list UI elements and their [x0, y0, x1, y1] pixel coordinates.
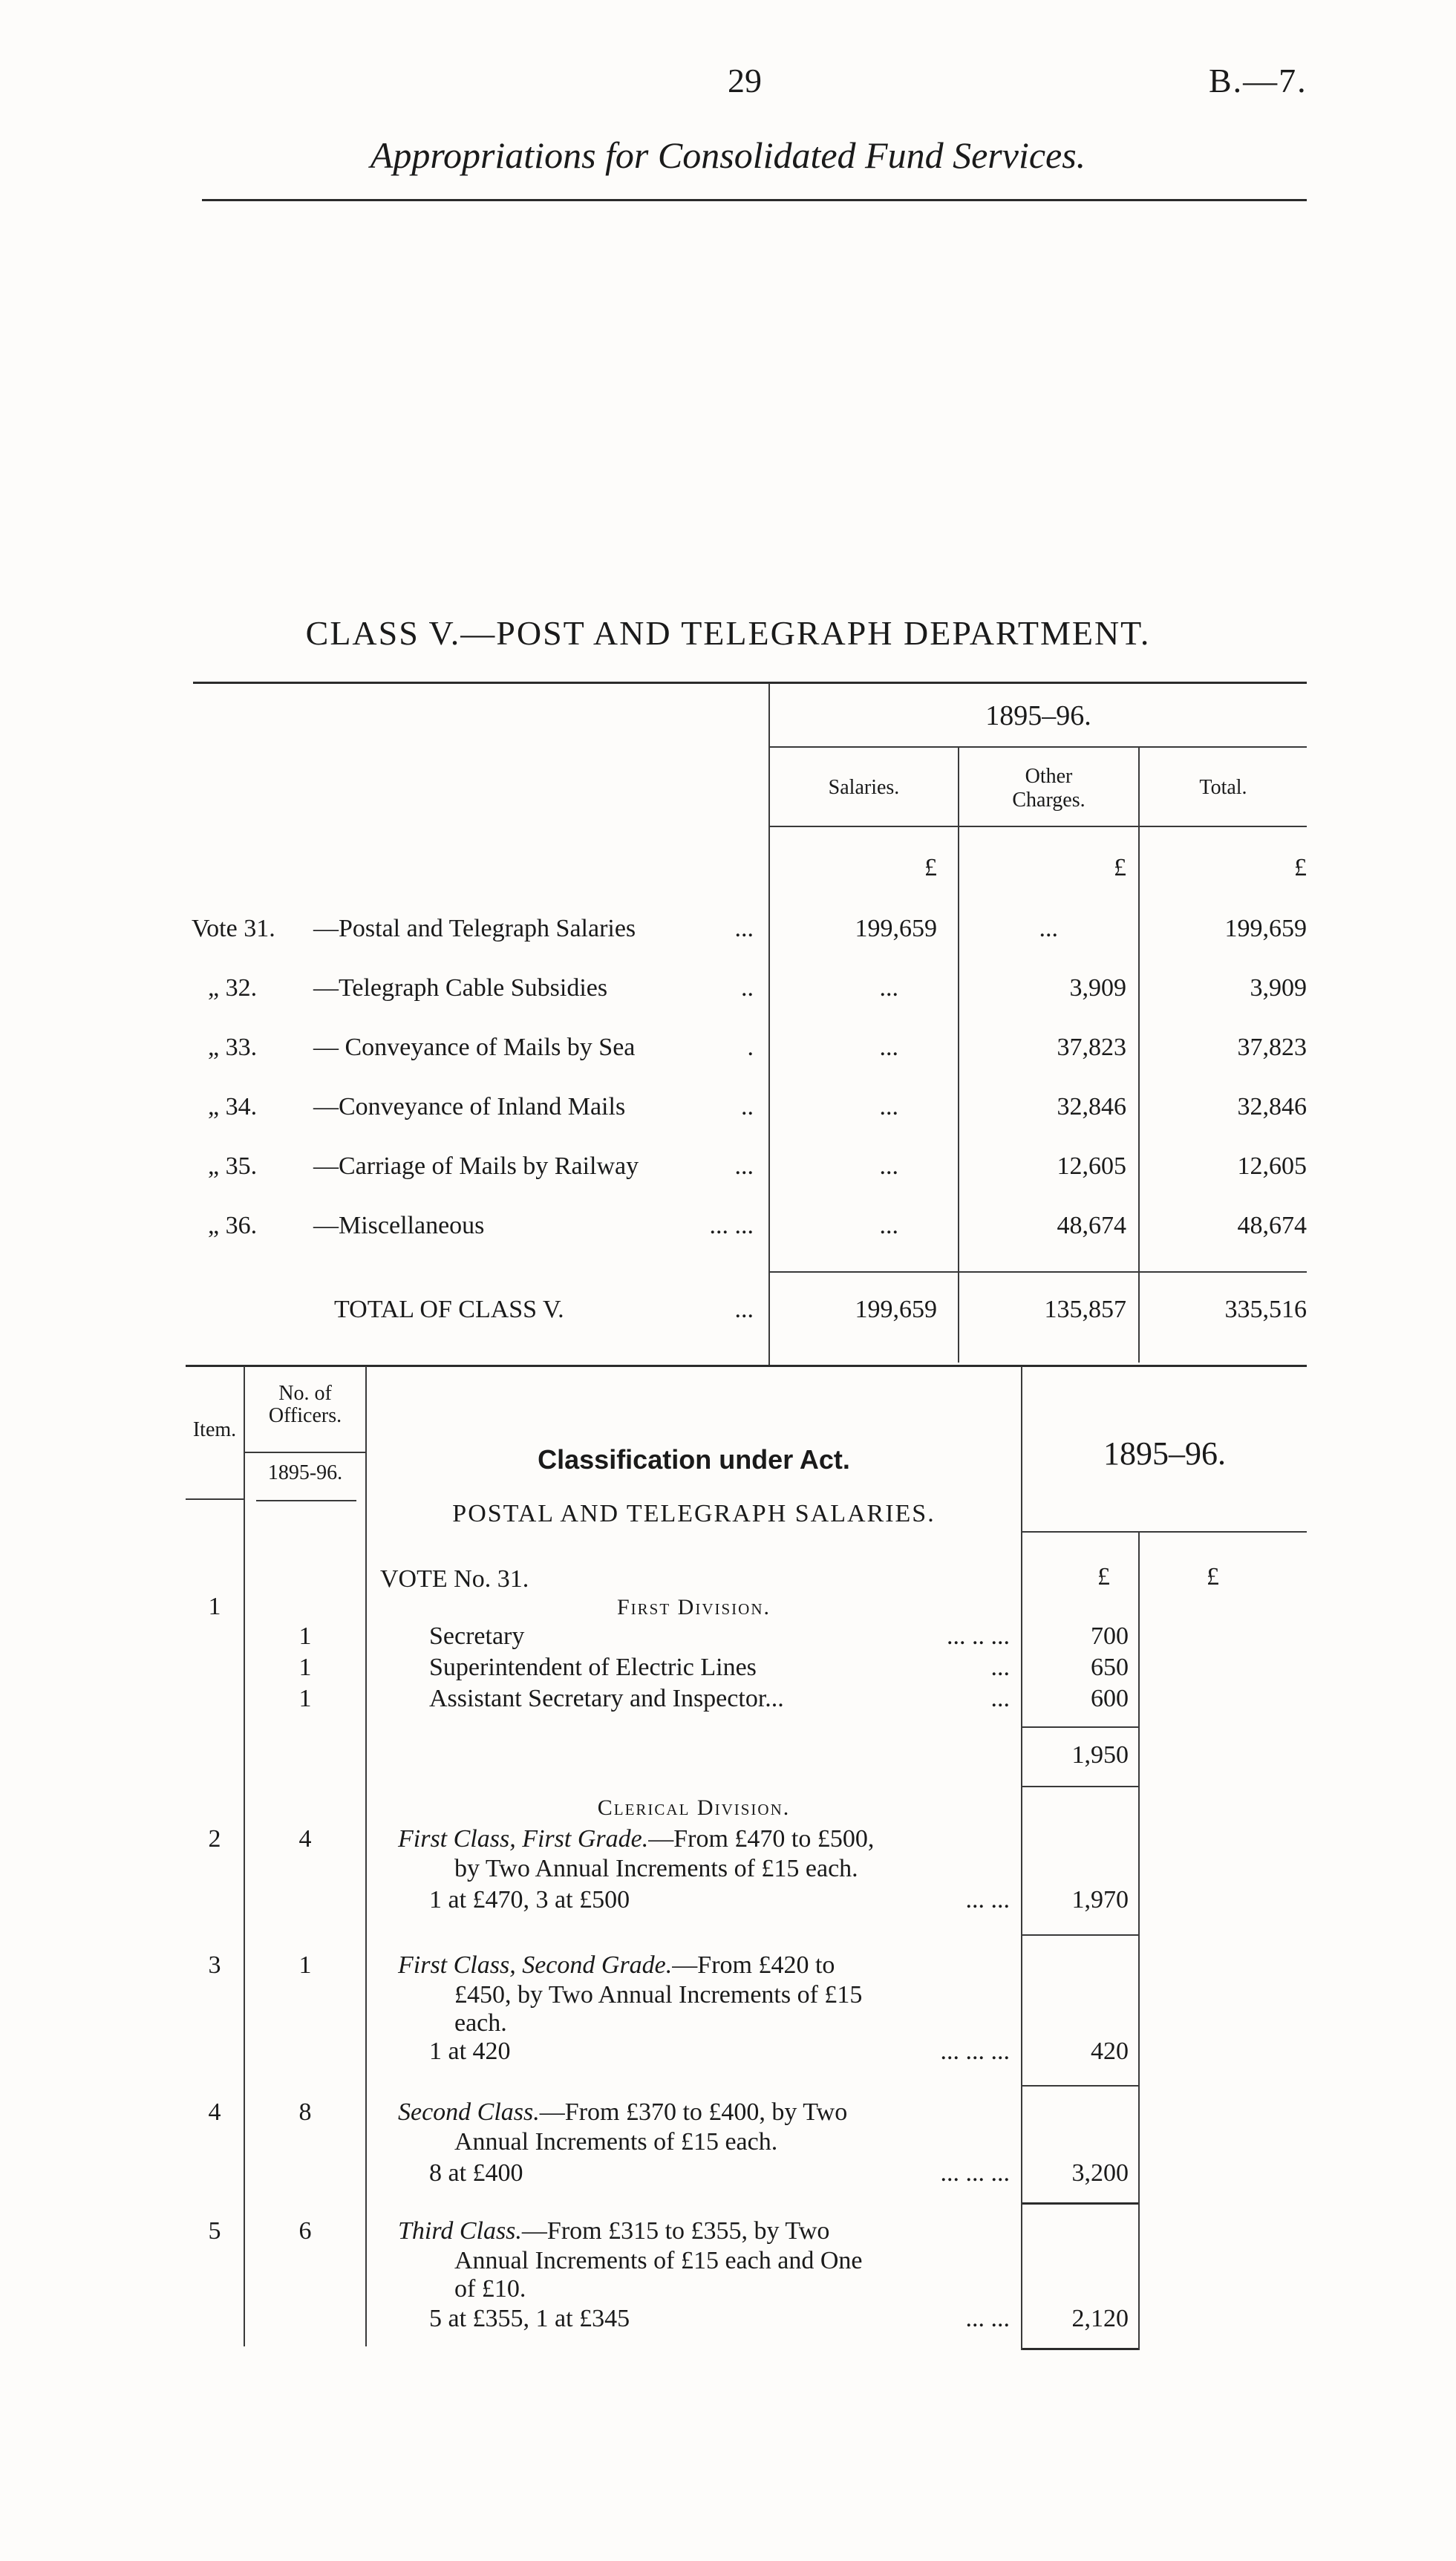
- detail-year-underline: [1022, 1531, 1307, 1533]
- grade-description: [398, 2098, 847, 2127]
- row-total: 12,605: [1237, 1152, 1307, 1180]
- row-salaries: ...: [879, 1034, 898, 1061]
- row-prefix: „ 32.: [208, 974, 258, 1002]
- column-header-item: Item.: [192, 1418, 237, 1441]
- office-title: Assistant Secretary and Inspector...: [429, 1685, 784, 1712]
- grade-name: First Class, Second Grade.: [398, 1951, 673, 1979]
- row-label: —Postal and Telegraph Salaries: [313, 915, 636, 942]
- row-leader: ..: [741, 1093, 754, 1120]
- summary-top-rule: [193, 682, 1307, 684]
- officer-count: 1: [298, 1654, 312, 1681]
- officer-count: 1: [298, 1951, 312, 1979]
- detail-divider-amount: [1138, 1531, 1140, 2350]
- grade-scale-line: by Two Annual Increments of £15 each.: [454, 1855, 858, 1882]
- division-title: Clerical Division.: [597, 1795, 791, 1820]
- row-prefix: „ 33.: [208, 1034, 258, 1061]
- row-salaries: ...: [879, 974, 898, 1002]
- year-underline: [770, 746, 1307, 748]
- currency-total: £: [1207, 1563, 1219, 1591]
- subtotal-rule: [1022, 1726, 1138, 1728]
- column-header-other-line2: Charges.: [1012, 789, 1086, 812]
- row-other: 3,909: [1069, 974, 1126, 1002]
- grade-description: [398, 2217, 829, 2245]
- column-header-underline: [770, 826, 1307, 827]
- officer-count: 8: [298, 2098, 312, 2126]
- grade-scale-line: Annual Increments of £15 each and One: [454, 2247, 863, 2274]
- vote-heading: VOTE No. 31.: [380, 1565, 529, 1593]
- salary-amount: 600: [1091, 1685, 1129, 1712]
- item-number: 2: [208, 1825, 221, 1853]
- grade-scale: —From £370 to £400, by Two: [539, 2098, 848, 2126]
- column-header-officers: [245, 1383, 365, 1427]
- row-prefix: „ 35.: [208, 1152, 258, 1180]
- row-label: —Conveyance of Inland Mails: [313, 1093, 626, 1120]
- salary-amount: 650: [1091, 1654, 1129, 1681]
- summary-divider-other: [1138, 746, 1140, 1363]
- column-header-officers-year: 1895-96.: [267, 1461, 343, 1484]
- row-other: ...: [1039, 915, 1058, 942]
- row-leader: ...: [990, 1654, 1010, 1681]
- row-other: 37,823: [1057, 1034, 1126, 1061]
- item-number: 3: [208, 1951, 221, 1979]
- page-number: 29: [728, 62, 762, 99]
- grade-name: Second Class.: [398, 2098, 540, 2126]
- section-title: POSTAL AND TELEGRAPH SALARIES.: [452, 1500, 936, 1527]
- row-leader: ..: [741, 974, 754, 1002]
- total-salaries: 199,659: [855, 1296, 937, 1323]
- row-total: 48,674: [1237, 1212, 1307, 1239]
- row-leader: ... ...: [965, 2305, 1010, 2332]
- grade-scale-line: Annual Increments of £15 each.: [454, 2128, 778, 2156]
- column-header-officers-line2: Officers.: [268, 1404, 342, 1427]
- row-label: —Carriage of Mails by Railway: [313, 1152, 639, 1180]
- row-prefix: Vote 31.: [192, 915, 275, 942]
- row-salaries: ...: [879, 1212, 898, 1239]
- row-salaries: ...: [879, 1152, 898, 1180]
- row-leader: ... ... ...: [940, 2038, 1010, 2065]
- row-leader: ...: [734, 1152, 754, 1180]
- grade-scale-line: £450, by Two Annual Increments of £15: [454, 1981, 863, 2009]
- office-title: Secretary: [429, 1622, 525, 1650]
- subtotal-underline: [1022, 1786, 1138, 1787]
- grade-description: [398, 1951, 835, 1980]
- grade-scale: —From £420 to: [672, 1951, 835, 1979]
- grade-scale: —From £315 to £355, by Two: [521, 2217, 830, 2245]
- row-other: 32,846: [1057, 1093, 1126, 1120]
- total-leader: ...: [734, 1296, 754, 1323]
- grade-name: Third Class.: [398, 2217, 522, 2245]
- grade-detail: 5 at £355, 1 at £345: [429, 2305, 630, 2332]
- column-header-classification: Classification under Act.: [538, 1444, 850, 1475]
- row-leader: ...: [990, 1685, 1010, 1712]
- running-title: Appropriations for Consolidated Fund Services.: [370, 134, 1086, 176]
- officer-count: 4: [298, 1825, 312, 1853]
- row-other: 12,605: [1057, 1152, 1126, 1180]
- summary-divider-salaries: [958, 746, 959, 1363]
- salary-amount: 3,200: [1071, 2159, 1129, 2187]
- column-header-other-line1: Other: [1025, 765, 1073, 788]
- salary-amount: 1,970: [1071, 1886, 1129, 1914]
- row-total: 37,823: [1237, 1034, 1307, 1061]
- grade-scale-line: each.: [454, 2009, 507, 2037]
- currency-other: £: [1114, 854, 1126, 881]
- item-number: 4: [208, 2098, 221, 2126]
- currency-amount: £: [1097, 1563, 1110, 1591]
- officers-header-rule: [245, 1452, 365, 1453]
- total-overline: [770, 1271, 1307, 1273]
- detail-divider-item: [244, 1366, 245, 2346]
- grade-description: [398, 1825, 874, 1853]
- division-title: First Division.: [616, 1595, 771, 1619]
- grade-detail: 8 at £400: [429, 2159, 523, 2187]
- column-header-total: Total.: [1199, 776, 1247, 799]
- row-prefix: „ 36.: [208, 1212, 258, 1239]
- class-title: CLASS V.—POST AND TELEGRAPH DEPARTMENT.: [305, 614, 1151, 652]
- item-number: 1: [208, 1593, 221, 1620]
- total-label: TOTAL OF CLASS V.: [334, 1296, 564, 1323]
- detail-top-rule: [186, 1365, 1307, 1367]
- row-leader: ... ...: [965, 1886, 1010, 1914]
- amount-rule: [1022, 1934, 1138, 1936]
- grade-detail: 1 at £470, 3 at £500: [429, 1886, 630, 1914]
- row-label: — Conveyance of Mails by Sea: [313, 1034, 636, 1061]
- salary-amount: 420: [1091, 2038, 1129, 2065]
- grade-scale: —From £470 to £500,: [648, 1825, 875, 1853]
- total-total: 335,516: [1224, 1296, 1307, 1323]
- currency-total: £: [1294, 854, 1307, 881]
- office-title: Superintendent of Electric Lines: [429, 1654, 757, 1681]
- row-label: —Miscellaneous: [313, 1212, 485, 1239]
- item-number: 5: [208, 2217, 221, 2245]
- row-leader: ...: [734, 915, 754, 942]
- salary-amount: 700: [1091, 1622, 1129, 1650]
- total-other-charges: 135,857: [1044, 1296, 1126, 1323]
- summary-year-heading: 1895–96.: [985, 700, 1091, 731]
- row-prefix: „ 34.: [208, 1093, 258, 1120]
- row-salaries: 199,659: [855, 915, 937, 942]
- amount-rule: [1022, 2348, 1138, 2350]
- row-total: 32,846: [1237, 1093, 1307, 1120]
- document-reference: B.—7.: [1209, 62, 1308, 99]
- grade-scale-line: of £10.: [454, 2275, 526, 2303]
- salary-amount: 2,120: [1071, 2305, 1129, 2332]
- row-total: 3,909: [1250, 974, 1307, 1002]
- row-leader: ... .. ...: [947, 1622, 1010, 1650]
- row-label: —Telegraph Cable Subsidies: [313, 974, 608, 1002]
- officers-header-underline: [256, 1500, 356, 1501]
- officer-count: 1: [298, 1685, 312, 1712]
- column-header-officers-line1: No. of: [278, 1382, 332, 1405]
- row-leader: ... ... ...: [940, 2159, 1010, 2187]
- grade-name: First Class, First Grade.: [398, 1825, 649, 1853]
- column-header-detail-year: 1895–96.: [1103, 1435, 1226, 1472]
- item-header-underline: [186, 1498, 244, 1500]
- grade-detail: 1 at 420: [429, 2038, 511, 2065]
- row-leader: .: [747, 1034, 754, 1061]
- row-salaries: ...: [879, 1093, 898, 1120]
- amount-rule: [1022, 2085, 1138, 2087]
- currency-salaries: £: [924, 854, 937, 881]
- subtotal-amount: 1,950: [1071, 1741, 1129, 1769]
- column-header-salaries: Salaries.: [828, 776, 900, 799]
- row-leader: ... ...: [709, 1212, 754, 1239]
- officer-count: 1: [298, 1622, 312, 1650]
- row-total: 199,659: [1224, 915, 1307, 942]
- amount-rule: [1022, 2202, 1138, 2205]
- officer-count: 6: [298, 2217, 312, 2245]
- header-rule: [202, 199, 1307, 201]
- column-header-other-charges: [959, 765, 1138, 812]
- row-other: 48,674: [1057, 1212, 1126, 1239]
